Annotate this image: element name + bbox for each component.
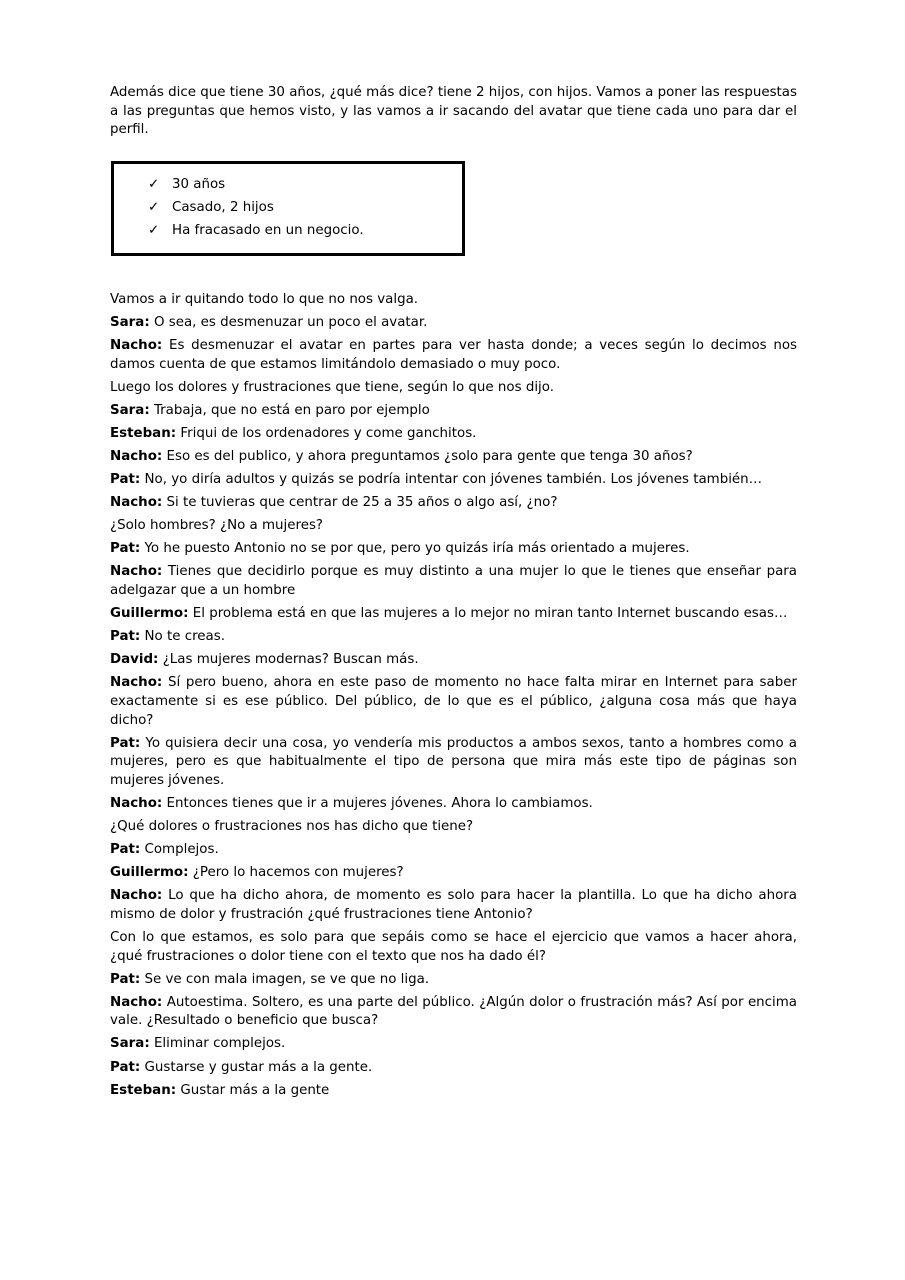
dialogue-text: Entonces tienes que ir a mujeres jóvenes. Ahora lo cambiamos. bbox=[166, 795, 593, 811]
dialogue-paragraph bbox=[110, 291, 797, 310]
dialogue-paragraph bbox=[110, 379, 797, 398]
speaker-name: Nacho: bbox=[110, 337, 163, 353]
dialogue-paragraph bbox=[110, 864, 797, 883]
dialogue-text: Complejos. bbox=[144, 842, 219, 858]
dialogue-paragraph bbox=[110, 1082, 797, 1101]
dialogue-text: Eliminar complejos. bbox=[153, 1036, 286, 1052]
speaker-name: Guillermo: bbox=[110, 865, 189, 881]
speaker-name: Nacho: bbox=[110, 675, 163, 691]
speaker-name: Pat: bbox=[110, 735, 141, 751]
dialogue-text: ¿Las mujeres modernas? Buscan más. bbox=[162, 652, 419, 668]
dialogue-paragraph bbox=[110, 337, 797, 374]
dialogue-paragraph bbox=[110, 494, 797, 513]
dialogue-paragraph bbox=[110, 887, 797, 924]
dialogue-paragraph bbox=[110, 628, 797, 647]
dialogue-text: ¿Qué dolores o frustraciones nos has dicho que tiene? bbox=[110, 819, 474, 835]
dialogue-paragraph bbox=[110, 735, 797, 791]
dialogue-paragraph bbox=[110, 314, 797, 333]
dialogue-text: Si te tuvieras que centrar de 25 a 35 años o algo así, ¿no? bbox=[166, 495, 558, 511]
speaker-name: Sara: bbox=[110, 402, 150, 418]
speaker-name: Esteban: bbox=[110, 1082, 177, 1098]
speaker-name: David: bbox=[110, 652, 159, 668]
speaker-name: Pat: bbox=[110, 472, 141, 488]
speaker-name: Nacho: bbox=[110, 795, 163, 811]
checklist-item-label: Ha fracasado en un negocio. bbox=[172, 222, 364, 238]
check-icon: ✓ bbox=[148, 176, 160, 192]
dialogue-paragraph bbox=[110, 563, 797, 600]
dialogue-paragraph bbox=[110, 795, 797, 814]
speaker-name: Nacho: bbox=[110, 564, 163, 580]
dialogue-text: Yo quisiera decir una cosa, yo vendería mis productos a ambos sexos, tanto a hombres como a mujeres, pero es que habitualmente el tipo de persona que mira más este tipo de páginas son mujeres jóvenes. bbox=[110, 735, 797, 788]
dialogue-paragraph bbox=[110, 929, 797, 966]
dialogue-text: Se ve con mala imagen, se ve que no liga. bbox=[144, 971, 430, 987]
dialogue-text: El problema está en que las mujeres a lo mejor no miran tanto Internet buscando esas… bbox=[192, 606, 788, 622]
speaker-name: Pat: bbox=[110, 541, 141, 557]
speaker-name: Esteban: bbox=[110, 425, 177, 441]
dialogue-text: Es desmenuzar el avatar en partes para ver hasta donde; a veces según lo decimos nos damos cuenta de que estamos limitándolo demasiado o muy poco. bbox=[110, 337, 798, 372]
speaker-name: Nacho: bbox=[110, 495, 163, 511]
dialogue-paragraph bbox=[110, 994, 797, 1031]
dialogue-paragraph bbox=[110, 674, 797, 730]
dialogue-text: Eso es del publico, y ahora preguntamos ¿solo para gente que tenga 30 años? bbox=[166, 448, 693, 464]
dialogue-paragraph bbox=[110, 841, 797, 860]
speaker-name: Pat: bbox=[110, 629, 141, 645]
speaker-name: Nacho: bbox=[110, 448, 163, 464]
dialogue-section bbox=[110, 291, 797, 1100]
dialogue-text: No te creas. bbox=[144, 629, 225, 645]
dialogue-paragraph bbox=[110, 402, 797, 421]
dialogue-paragraph bbox=[110, 651, 797, 670]
dialogue-text: ¿Pero lo hacemos con mujeres? bbox=[192, 865, 404, 881]
dialogue-text: No, yo diría adultos y quizás se podría intentar con jóvenes también. Los jóvenes también… bbox=[144, 472, 763, 488]
speaker-name: Pat: bbox=[110, 842, 141, 858]
dialogue-paragraph bbox=[110, 471, 797, 490]
checklist-box bbox=[112, 162, 464, 255]
dialogue-text: Gustar más a la gente bbox=[180, 1082, 330, 1098]
dialogue-text: Luego los dolores y frustraciones que tiene, según lo que nos dijo. bbox=[110, 379, 554, 395]
dialogue-paragraph bbox=[110, 605, 797, 624]
dialogue-paragraph bbox=[110, 540, 797, 559]
speaker-name: Nacho: bbox=[110, 994, 163, 1010]
checklist bbox=[114, 173, 450, 242]
dialogue-text: Vamos a ir quitando todo lo que no nos valga. bbox=[110, 291, 419, 307]
checklist-item-label: 30 años bbox=[172, 176, 226, 192]
speaker-name: Sara: bbox=[110, 1036, 150, 1052]
speaker-name: Guillermo: bbox=[110, 606, 189, 622]
dialogue-paragraph bbox=[110, 425, 797, 444]
checklist-item bbox=[114, 196, 450, 219]
dialogue-paragraph bbox=[110, 818, 797, 837]
dialogue-text: Sí pero bueno, ahora en este paso de momento no hace falta mirar en Internet para saber exactamente si es ese público. Del público, de lo que es el público, ¿alguna cosa más que haya dicho? bbox=[110, 675, 797, 728]
dialogue-text: Yo he puesto Antonio no se por que, pero yo quizás iría más orientado a mujeres. bbox=[144, 541, 690, 557]
check-icon: ✓ bbox=[148, 222, 160, 238]
dialogue-text: Tienes que decidirlo porque es muy distinto a una mujer lo que le tienes que enseñar para adelgazar que a un hombre bbox=[110, 564, 797, 598]
checklist-item bbox=[114, 173, 450, 196]
dialogue-text: O sea, es desmenuzar un poco el avatar. bbox=[153, 314, 428, 330]
dialogue-text: ¿Solo hombres? ¿No a mujeres? bbox=[110, 518, 324, 534]
dialogue-paragraph bbox=[110, 1035, 797, 1054]
dialogue-paragraph bbox=[110, 971, 797, 990]
checklist-item-label: Casado, 2 hijos bbox=[172, 199, 274, 215]
speaker-name: Pat: bbox=[110, 971, 141, 987]
checklist-item bbox=[114, 219, 450, 242]
speaker-name: Nacho: bbox=[110, 888, 163, 904]
dialogue-text: Friqui de los ordenadores y come ganchitos. bbox=[180, 425, 477, 441]
intro-paragraph: Además dice que tiene 30 años, ¿qué más dice? tiene 2 hijos, con hijos. Vamos a poner las respuestas a las preguntas que hemos visto, y las vamos a ir sacando del avatar que tiene cada uno para dar el perfil. bbox=[110, 85, 797, 138]
dialogue-paragraph bbox=[110, 1059, 797, 1078]
dialogue-text: Autoestima. Soltero, es una parte del público. ¿Algún dolor o frustración más? Así por encima vale. ¿Resultado o beneficio que busca? bbox=[110, 994, 797, 1029]
dialogue-text: Gustarse y gustar más a la gente. bbox=[144, 1059, 373, 1075]
check-icon: ✓ bbox=[148, 199, 160, 215]
speaker-name: Pat: bbox=[110, 1059, 141, 1075]
speaker-name: Sara: bbox=[110, 314, 150, 330]
dialogue-text: Trabaja, que no está en paro por ejemplo bbox=[153, 402, 430, 418]
dialogue-text: Con lo que estamos, es solo para que sepáis como se hace el ejercicio que vamos a hacer ahora, ¿qué frustraciones o dolor tiene con el texto que nos ha dado él? bbox=[110, 930, 797, 964]
dialogue-paragraph bbox=[110, 517, 797, 536]
dialogue-text: Lo que ha dicho ahora, de momento es solo para hacer la plantilla. Lo que ha dicho ahora mismo de dolor y frustración ¿qué frustraciones tiene Antonio? bbox=[110, 888, 797, 922]
dialogue-paragraph bbox=[110, 448, 797, 467]
